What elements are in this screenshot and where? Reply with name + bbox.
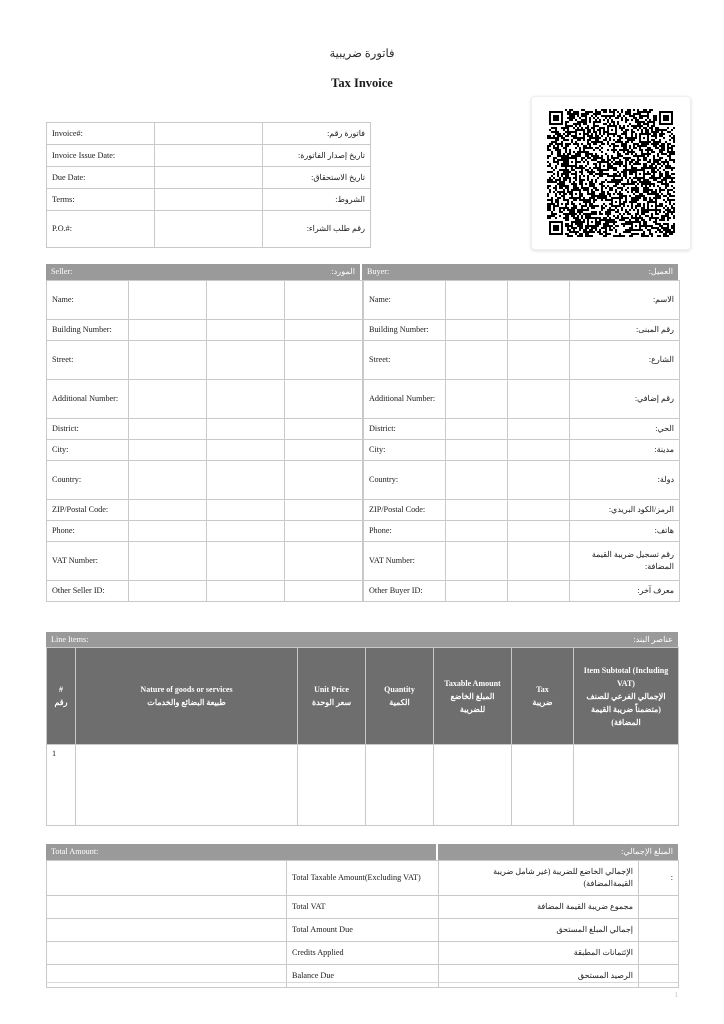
invoice-meta-row: [47, 123, 371, 145]
seller-label-6: Country:: [47, 461, 129, 500]
line-items-col-ar-0: رقم: [54, 698, 68, 707]
seller-value-a-9[interactable]: [129, 542, 207, 581]
buyer-value-b-6[interactable]: [508, 461, 570, 500]
line-items-col-ar-1: طبيعة البضائع والخدمات: [147, 698, 226, 707]
line-items-col-ar-4: المبلغ الخاضع للضريبة: [450, 691, 495, 714]
line-items-table: [46, 647, 679, 826]
seller-row: [47, 521, 363, 542]
totals-value-2[interactable]: [47, 919, 287, 942]
line-item-unit-price[interactable]: [298, 745, 366, 826]
seller-value-b-9[interactable]: [207, 542, 285, 581]
buyer-label-ar-10: معرف آخر:: [570, 581, 680, 602]
invoice-meta-row: [47, 167, 371, 189]
totals-table: [46, 860, 679, 988]
seller-value-a-8[interactable]: [129, 521, 207, 542]
seller-value-a-5[interactable]: [129, 440, 207, 461]
buyer-label-9: VAT Number:: [364, 542, 446, 581]
buyer-row: [364, 500, 680, 521]
seller-header-label-ar: المورد:: [331, 267, 355, 276]
seller-header: [46, 264, 362, 280]
page-number: 1: [674, 990, 678, 999]
buyer-row: [364, 419, 680, 440]
buyer-label-ar-4: الحي:: [570, 419, 680, 440]
line-item-tax[interactable]: [512, 745, 574, 826]
buyer-row: [364, 440, 680, 461]
seller-row: [47, 341, 363, 380]
seller-value-a-3[interactable]: [129, 380, 207, 419]
totals-value-0[interactable]: [47, 861, 287, 896]
meta-label-ar: الشروط:: [263, 189, 371, 211]
buyer-value-a-6[interactable]: [446, 461, 508, 500]
buyer-value-a-0[interactable]: [446, 281, 508, 320]
buyer-value-b-8[interactable]: [508, 521, 570, 542]
seller-value-c-1[interactable]: [285, 320, 363, 341]
seller-header-label-en: Seller:: [51, 267, 73, 276]
line-items-header-bar: [46, 632, 678, 647]
seller-value-c-3[interactable]: [285, 380, 363, 419]
buyer-value-a-2[interactable]: [446, 341, 508, 380]
meta-value-field[interactable]: [155, 211, 263, 248]
totals-row: [47, 861, 679, 896]
line-item-row: [47, 745, 679, 826]
line-items-col-en-3: Quantity: [384, 685, 415, 694]
buyer-row: [364, 461, 680, 500]
totals-label-en-2: Total Amount Due: [287, 919, 439, 942]
totals-label-en-4: Balance Due: [287, 965, 439, 988]
buyer-value-b-4[interactable]: [508, 419, 570, 440]
seller-value-b-8[interactable]: [207, 521, 285, 542]
totals-label-en-0: Total Taxable Amount(Excluding VAT): [287, 861, 439, 896]
totals-label-ar-0: الإجمالي الخاضع للضريبة (غير شامل ضريبة القيمةالمضافة): [439, 861, 639, 896]
seller-value-b-7[interactable]: [207, 500, 285, 521]
line-items-col-6: [574, 648, 679, 745]
parties-header-bar: [46, 264, 678, 280]
buyer-label-5: City:: [364, 440, 446, 461]
document-title: [0, 46, 724, 91]
seller-value-c-0[interactable]: [285, 281, 363, 320]
line-items-col-en-1: Nature of goods or services: [140, 685, 233, 694]
buyer-row: [364, 320, 680, 341]
seller-value-a-7[interactable]: [129, 500, 207, 521]
line-items-col-en-0: #: [59, 685, 63, 694]
buyer-label-8: Phone:: [364, 521, 446, 542]
totals-row: [47, 919, 679, 942]
buyer-label-2: Street:: [364, 341, 446, 380]
seller-value-b-0[interactable]: [207, 281, 285, 320]
seller-value-b-1[interactable]: [207, 320, 285, 341]
totals-label-en-1: Total VAT: [287, 896, 439, 919]
line-item-quantity[interactable]: [366, 745, 434, 826]
line-items-col-ar-2: سعر الوحدة: [311, 698, 352, 707]
totals-row: [47, 965, 679, 988]
invoice-meta-table: [46, 122, 371, 248]
seller-row: [47, 581, 363, 602]
seller-value-a-0[interactable]: [129, 281, 207, 320]
seller-value-c-6[interactable]: [285, 461, 363, 500]
line-items-label-en: Line Items:: [51, 635, 89, 644]
line-items-col-en-5: Tax: [536, 685, 549, 694]
totals-label-ar-4: الرصيد المستحق: [439, 965, 639, 988]
buyer-value-b-2[interactable]: [508, 341, 570, 380]
buyer-row: [364, 341, 680, 380]
line-items-col-ar-3: الكمية: [389, 698, 410, 707]
buyer-label-ar-1: رقم المبنى:: [570, 320, 680, 341]
seller-value-b-3[interactable]: [207, 380, 285, 419]
meta-value-field[interactable]: [155, 123, 263, 145]
totals-row: [47, 896, 679, 919]
seller-value-b-4[interactable]: [207, 419, 285, 440]
buyer-value-a-8[interactable]: [446, 521, 508, 542]
line-items-section: [46, 632, 678, 826]
totals-row: [47, 942, 679, 965]
line-item-subtotal[interactable]: [574, 745, 679, 826]
seller-row: [47, 461, 363, 500]
parties-section: [46, 264, 678, 602]
buyer-label-ar-9: رقم تسجيل ضريبة القيمة المضافة:: [570, 542, 680, 581]
buyer-label-ar-5: مدينة:: [570, 440, 680, 461]
line-items-col-ar-6: الإجمالي الفرعي للصنف (متضمناً ضريبة القيمة المضافة): [586, 691, 666, 727]
seller-value-a-4[interactable]: [129, 419, 207, 440]
buyer-table: [363, 280, 680, 602]
seller-label-8: Phone:: [47, 521, 129, 542]
seller-label-4: District:: [47, 419, 129, 440]
buyer-value-b-0[interactable]: [508, 281, 570, 320]
totals-header-bar: [46, 844, 678, 860]
meta-value-field[interactable]: [155, 145, 263, 167]
seller-label-3: Additional Number:: [47, 380, 129, 419]
totals-section: [46, 844, 678, 988]
buyer-value-a-9[interactable]: [446, 542, 508, 581]
buyer-row: [364, 521, 680, 542]
seller-row: [47, 281, 363, 320]
totals-value-3[interactable]: [47, 942, 287, 965]
totals-value-4[interactable]: [47, 965, 287, 988]
seller-label-0: Name:: [47, 281, 129, 320]
invoice-meta-row: [47, 145, 371, 167]
meta-value-field[interactable]: [155, 189, 263, 211]
meta-label-en: Invoice#:: [47, 123, 155, 145]
totals-extra-1: [639, 896, 679, 919]
meta-value-field[interactable]: [155, 167, 263, 189]
buyer-label-3: Additional Number:: [364, 380, 446, 419]
buyer-header-label-ar: العميل:: [648, 267, 673, 276]
seller-table: [46, 280, 363, 602]
invoice-meta-row: [47, 189, 371, 211]
totals-label-en-3: Credits Applied: [287, 942, 439, 965]
totals-label-ar-1: مجموع ضريبة القيمة المضافة: [439, 896, 639, 919]
line-items-col-4: [434, 648, 512, 745]
seller-value-c-4[interactable]: [285, 419, 363, 440]
seller-label-10: Other Seller ID:: [47, 581, 129, 602]
qr-code-panel: [531, 96, 691, 250]
line-item-nature[interactable]: [76, 745, 298, 826]
buyer-label-7: ZIP/Postal Code:: [364, 500, 446, 521]
line-items-col-en-6: Item Subtotal (Including VAT): [583, 665, 669, 688]
seller-row: [47, 320, 363, 341]
seller-row: [47, 419, 363, 440]
buyer-value-a-5[interactable]: [446, 440, 508, 461]
buyer-value-a-1[interactable]: [446, 320, 508, 341]
meta-label-ar: تاريخ الاستحقاق:: [263, 167, 371, 189]
line-items-label-ar: عناصر البند:: [633, 635, 673, 644]
buyer-value-b-9[interactable]: [508, 542, 570, 581]
title-english: Tax Invoice: [331, 76, 393, 90]
meta-label-en: Due Date:: [47, 167, 155, 189]
buyer-value-b-1[interactable]: [508, 320, 570, 341]
buyer-label-6: Country:: [364, 461, 446, 500]
seller-value-c-2[interactable]: [285, 341, 363, 380]
buyer-label-1: Building Number:: [364, 320, 446, 341]
seller-row: [47, 440, 363, 461]
seller-value-a-10[interactable]: [129, 581, 207, 602]
buyer-label-10: Other Buyer ID:: [364, 581, 446, 602]
line-items-col-en-2: Unit Price: [314, 685, 349, 694]
line-items-col-1: [76, 648, 298, 745]
buyer-label-0: Name:: [364, 281, 446, 320]
line-items-col-en-4: Taxable Amount: [444, 678, 501, 688]
invoice-meta-row: [47, 211, 371, 248]
totals-label-ar-3: الإئتمانات المطبقة: [439, 942, 639, 965]
buyer-value-b-5[interactable]: [508, 440, 570, 461]
buyer-label-ar-7: الرمز/الكود البريدي:: [570, 500, 680, 521]
buyer-label-4: District:: [364, 419, 446, 440]
seller-value-c-7[interactable]: [285, 500, 363, 521]
buyer-row: [364, 581, 680, 602]
meta-label-en: Invoice Issue Date:: [47, 145, 155, 167]
totals-label-ar-2: إجمالي المبلغ المستحق: [439, 919, 639, 942]
seller-row: [47, 542, 363, 581]
buyer-label-ar-6: دولة:: [570, 461, 680, 500]
qr-code-icon: [547, 109, 675, 237]
seller-value-b-6[interactable]: [207, 461, 285, 500]
buyer-value-b-7[interactable]: [508, 500, 570, 521]
buyer-value-a-4[interactable]: [446, 419, 508, 440]
seller-label-5: City:: [47, 440, 129, 461]
buyer-header-label-en: Buyer:: [367, 267, 390, 276]
seller-value-a-6[interactable]: [129, 461, 207, 500]
buyer-label-ar-2: الشارع:: [570, 341, 680, 380]
buyer-value-b-3[interactable]: [508, 380, 570, 419]
buyer-label-ar-8: هاتف:: [570, 521, 680, 542]
seller-value-c-5[interactable]: [285, 440, 363, 461]
meta-label-ar: رقم طلب الشراء:: [263, 211, 371, 248]
buyer-value-a-7[interactable]: [446, 500, 508, 521]
seller-label-7: ZIP/Postal Code:: [47, 500, 129, 521]
totals-extra-2: [639, 919, 679, 942]
seller-label-1: Building Number:: [47, 320, 129, 341]
line-item-taxable-amount[interactable]: [434, 745, 512, 826]
meta-label-en: Terms:: [47, 189, 155, 211]
seller-value-c-8[interactable]: [285, 521, 363, 542]
title-arabic: فاتورة ضريبية: [329, 48, 395, 60]
totals-extra-4: [639, 965, 679, 988]
buyer-value-b-10[interactable]: [508, 581, 570, 602]
seller-value-b-2[interactable]: [207, 341, 285, 380]
buyer-label-ar-3: رقم إضافي:: [570, 380, 680, 419]
line-items-col-0: [47, 648, 76, 745]
totals-label-ar: المبلغ الإجمالي:: [621, 847, 673, 856]
footer-divider: [46, 982, 678, 983]
line-items-col-3: [366, 648, 434, 745]
seller-value-b-10[interactable]: [207, 581, 285, 602]
seller-value-a-1[interactable]: [129, 320, 207, 341]
buyer-value-a-10[interactable]: [446, 581, 508, 602]
seller-value-c-10[interactable]: [285, 581, 363, 602]
totals-extra-3: [639, 942, 679, 965]
seller-row: [47, 500, 363, 521]
meta-label-ar: فاتورة رقم:: [263, 123, 371, 145]
seller-value-c-9[interactable]: [285, 542, 363, 581]
buyer-value-a-3[interactable]: [446, 380, 508, 419]
line-items-col-2: [298, 648, 366, 745]
line-items-col-ar-5: ضريبة: [532, 698, 553, 707]
buyer-row: [364, 281, 680, 320]
line-items-col-5: [512, 648, 574, 745]
buyer-row: [364, 542, 680, 581]
totals-extra-0: :: [639, 861, 679, 896]
seller-value-a-2[interactable]: [129, 341, 207, 380]
seller-row: [47, 380, 363, 419]
buyer-row: [364, 380, 680, 419]
seller-label-2: Street:: [47, 341, 129, 380]
totals-value-1[interactable]: [47, 896, 287, 919]
line-item-number: 1: [47, 745, 76, 826]
meta-label-ar: تاريخ إصدار الفاتورة:: [263, 145, 371, 167]
buyer-label-ar-0: الاسم:: [570, 281, 680, 320]
meta-label-en: P.O.#:: [47, 211, 155, 248]
seller-value-b-5[interactable]: [207, 440, 285, 461]
buyer-header: [362, 264, 678, 280]
totals-label-en: Total Amount:: [46, 844, 438, 860]
seller-label-9: VAT Number:: [47, 542, 129, 581]
